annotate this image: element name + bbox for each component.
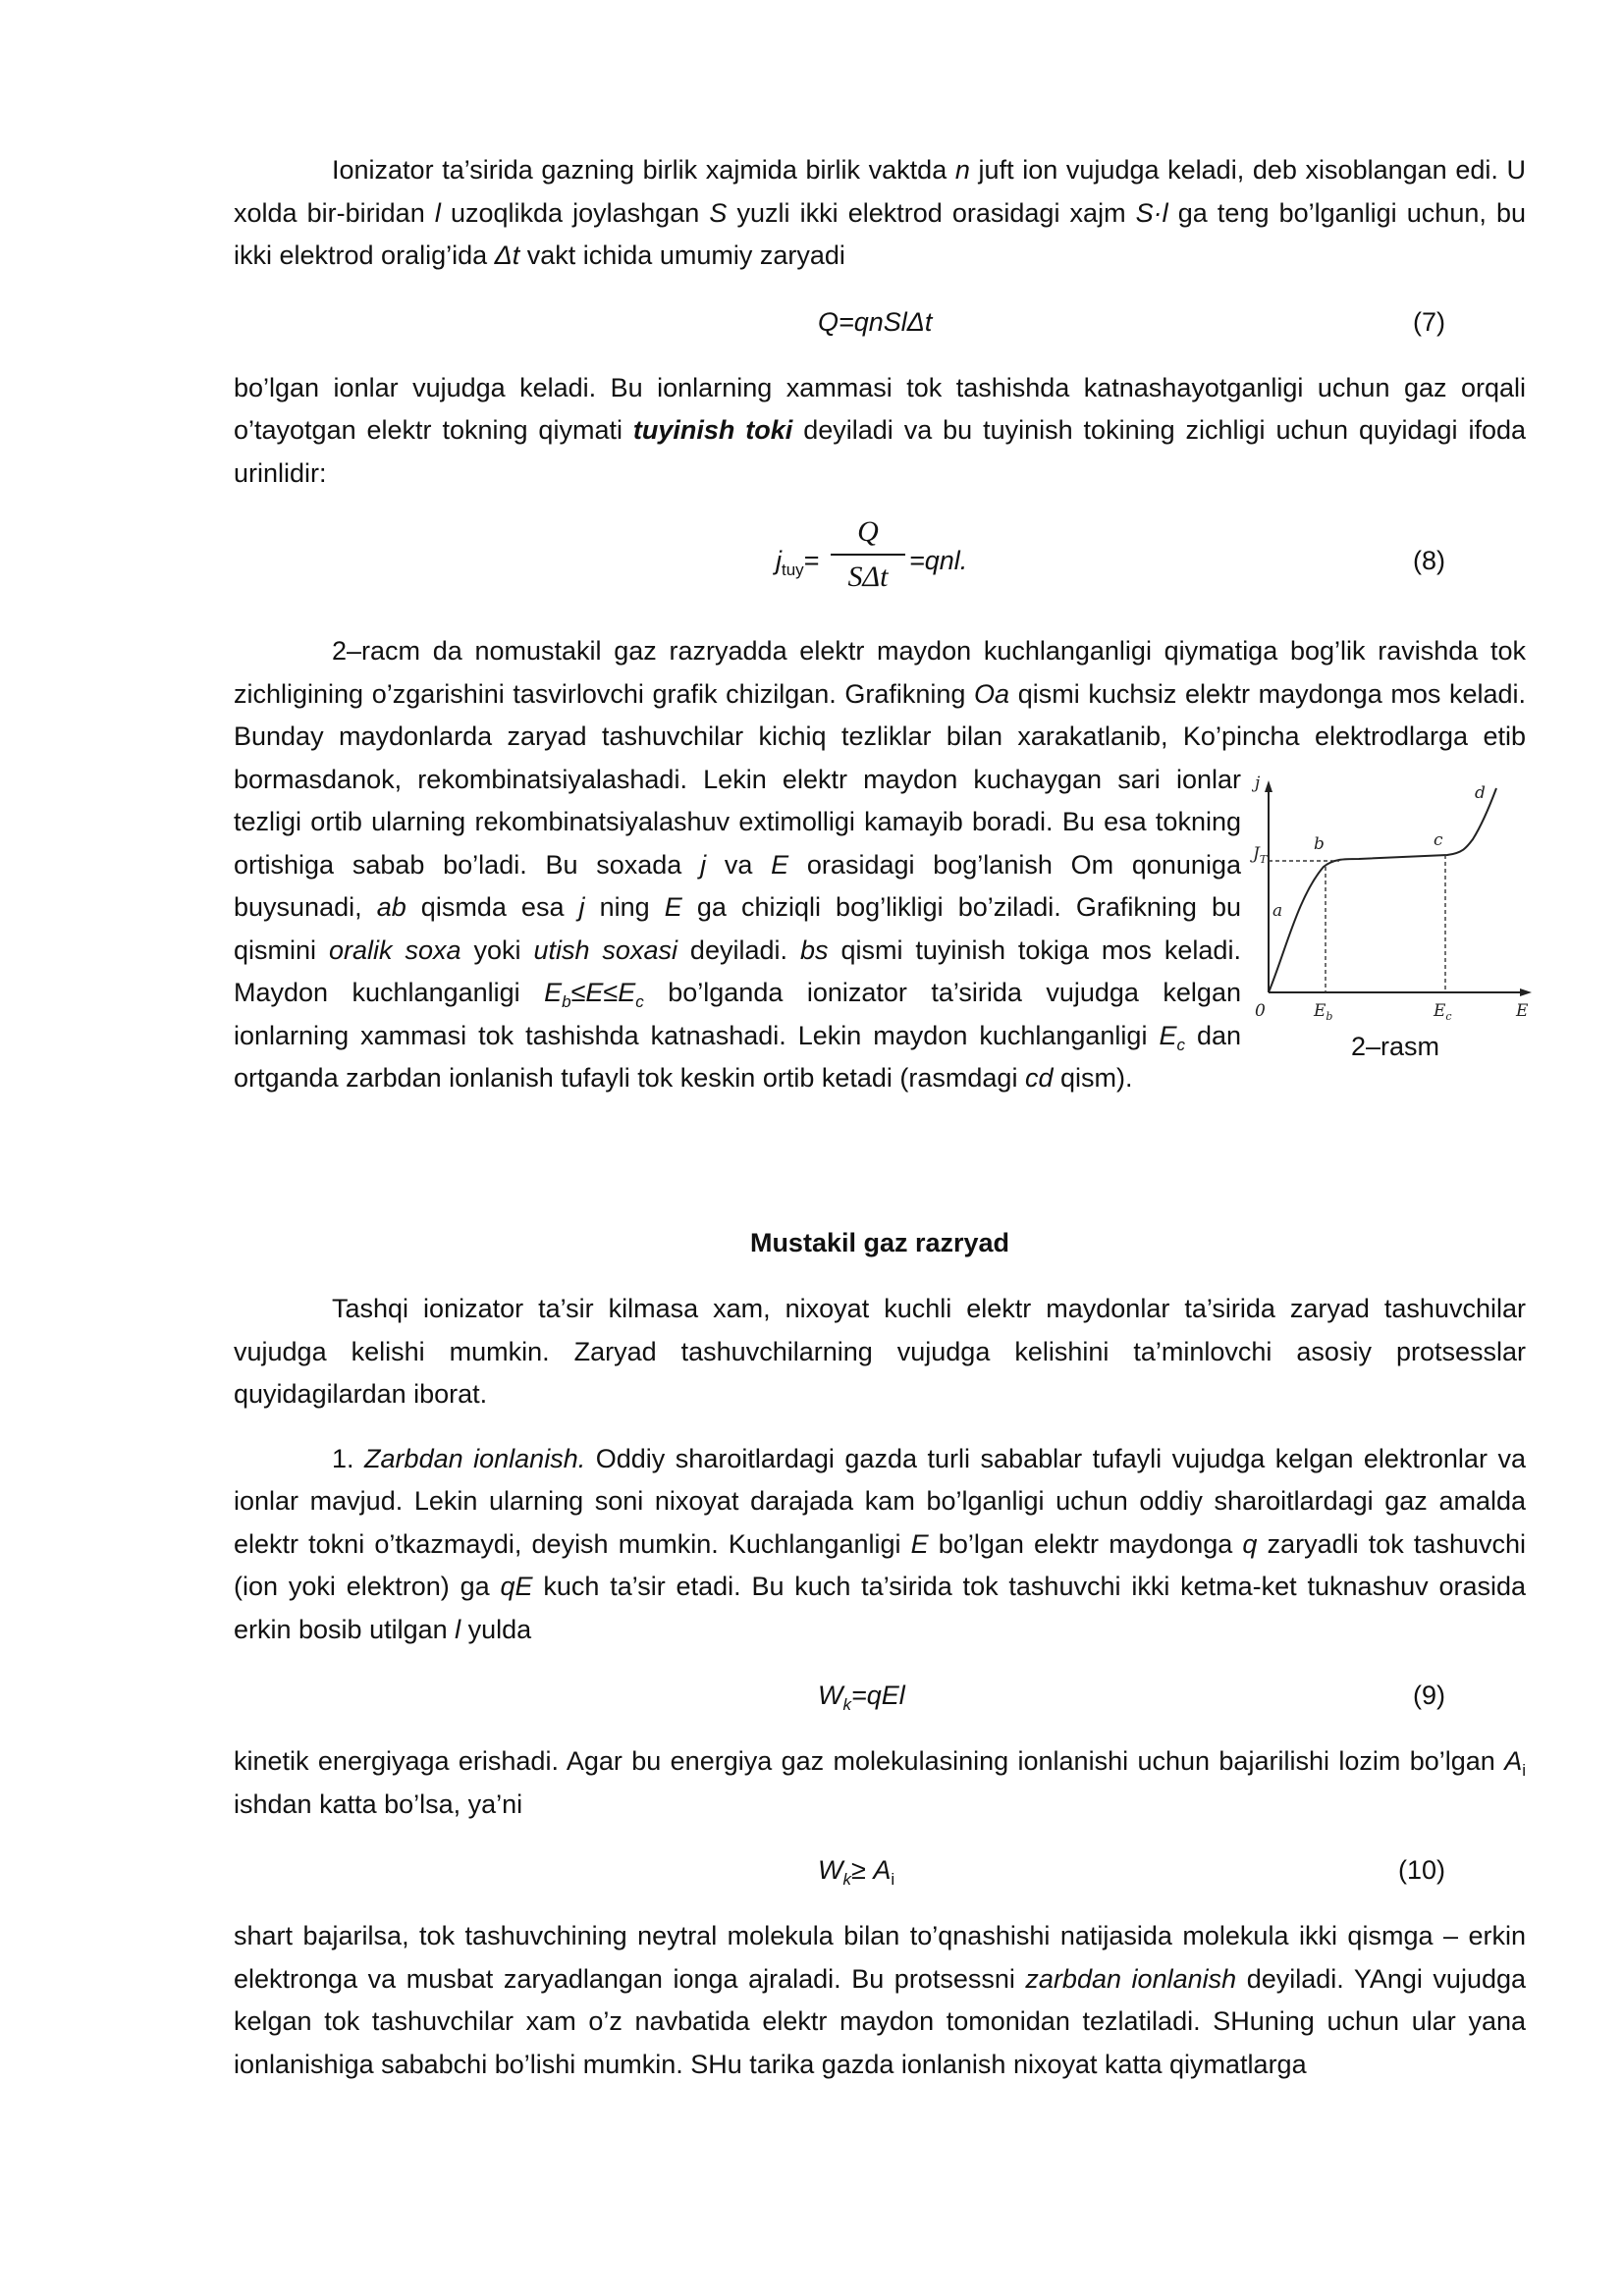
equation-10-number: (10) (1397, 1855, 1445, 1885)
paragraph-7: shart bajarilsa, tok tashuvchining neytral molekula bilan to’qnashishi natijasida molekula ikki qismga – erkin elektronga va musbat zaryadlangan ionga ajraladi. Bu protsessni zarbdan ionlanish deyiladi. YAngi vujudga kelgan tok tashuvchilar xam o’z navbatida elektr maydon tomonidan tezlatiladi. SHuning uchun ular yana ionlanishiga sababchi bo’lishi mumkin. SHu tarika gazda ionlanish nixoyat katta qiymatlarga (234, 1921, 1527, 2079)
equation-8-rhs: =qnl. (909, 546, 968, 575)
label-b: b (1314, 834, 1325, 854)
paragraph-2: bo’lgan ionlar vujudga keladi. Bu ionlarning xammasi tok tashishda katnashayotganligi uchun gaz orqali o’tayotgan elektr tokning qiymati tuyinish toki deyiladi va bu tuyinish tokining zichligi uchun quyidagi ifoda urinlidir: (234, 372, 1526, 488)
paragraph-1: Ionizator ta’sirida gazning birlik xajmida birlik vaktda n juft ion vujudga keladi, deb xisoblangan edi. U xolda bir-biridan l uzoqlikda joylashgan S yuzli ikki elektrod orasidagi xajm S·l ga teng bo’lganligi uchun, bu ikki elektrod oralig’ida Δt vakt ichida umumiy zaryadi (234, 155, 1527, 270)
term-tuyinish-toki: tuyinish toki (632, 415, 793, 445)
figure-graph (1255, 769, 1538, 1034)
label-eb: $E_b$ (1314, 1001, 1333, 1023)
paragraph-4: Tashqi ionizator ta’sir kilmasa xam, nixoyat kuchli elektr maydonlar ta’sirida zaryad tashuvchilar vujudga kelishi mumkin. Zaryad tashuvchilarning vujudga kelishini ta’minlovchi asosiy protsesslar quyidagilardan iborat. (234, 1294, 1526, 1409)
curve-oabcd (1269, 788, 1496, 992)
label-a: a (1272, 901, 1283, 921)
equation-8-lhs: $j_{tuy}=$ (776, 546, 820, 579)
paragraph-3: 2–racm da nomustakil gaz razryadda elektr maydon kuchlanganligi qiymatiga bog’lik ravishda tok zichligining o’zgarishini tasvirlovchi grafik chizilgan. Grafikning Oa qismi kuchsiz elektr maydonga mos keladi. Bunday maydonlarda zaryad tashuvchilar kichiq tezliklar bilan xarakatlanib, Ko’pincha elektrodlarga etib bormasdanok, rekombinatsiyalashadi. Lekin elektr maydon kuchaygan sari ionlar tezligi ortib ularning rekombinatsiyalashuv extimolligi kamayib boradi. Bu esa tokning ortishiga sabab bo’ladi. Bu soxada j va E orasidagi bog’lanish Om qonuniga buysunadi, ab qismda esa j ning E ga chiziqli bog’likligi bo’ziladi. Grafikning bu qismini oralik soxa yoki utish soxasi deyiladi. bs qismi tuyinish tokiga mos keladi. Maydon kuchlanganligi $E_b\le E\le E_c$ bo’lganda ionizator ta’sirida vujudga kelgan ionlarning xammasi tok tashishda katnashadi. Lekin maydon kuchlanganligi $E_c$ dan ortganda zarbdan ionlanish tufayli tok keskin ortib ketadi (rasmdagi cd qism). (234, 636, 1526, 1093)
label-ec: $E_c$ (1434, 1001, 1452, 1023)
equation-7-number: (7) (1413, 306, 1445, 337)
label-y: j (1255, 774, 1261, 793)
equation-10-expression: $W_k\ge A_i$ (818, 1855, 895, 1889)
y-axis-arrow (1265, 780, 1272, 792)
equation-9 (234, 1675, 1526, 1717)
label-js: $J_T$ (1253, 844, 1268, 866)
figure-caption: 2–rasm (1351, 1032, 1440, 1061)
equation-8-fraction: Q SΔt (831, 512, 905, 597)
equation-10 (234, 1849, 1526, 1892)
label-x: E (1516, 1001, 1529, 1021)
label-d: d (1475, 783, 1486, 803)
equation-8-number: (8) (1413, 546, 1445, 575)
section-heading: Mustakil gaz razryad (749, 1227, 1010, 1257)
equation-7 (234, 301, 1526, 344)
label-c: c (1434, 830, 1443, 850)
equation-9-number: (9) (1413, 1681, 1445, 1710)
paragraph-3-with-figure (234, 630, 1529, 1100)
equation-8 (234, 512, 1526, 611)
paragraph-6: kinetik energiyaga erishadi. Agar bu energiya gaz molekulasining ionlanishi uchun bajarilishi lozim bo’lgan $A_i$ ishdan katta bo’lsa, ya’ni (234, 1746, 1526, 1819)
paragraph-5: 1. Zarbdan ionlanish. Oddiy sharoitlardagi gazda turli sabablar tufayli vujudga kelgan elektronlar va ionlar mavjud. Lekin ularning soni nixoyat darajada kam bo’lganligi uchun oddiy sharoitlardagi gaz amalda elektr tokni o’tkazmaydi, deyish mumkin. Kuchlanganligi E bo’lgan elektr maydonga q zaryadli tok tashuvchi (ion yoki elektron) ga qE kuch ta’sir etadi. Bu kuch ta’sirida tok tashuvchi ikki ketma-ket tuknashuv orasida erkin bosib utilgan l yulda (234, 1443, 1526, 1644)
equation-9-expression: $W_k=qEl$ (818, 1681, 905, 1714)
label-origin: 0 (1255, 1001, 1266, 1021)
x-axis-arrow (1520, 988, 1532, 996)
page-body (234, 149, 1529, 2086)
equation-7-expression: Q=qnSlΔt (818, 306, 933, 337)
